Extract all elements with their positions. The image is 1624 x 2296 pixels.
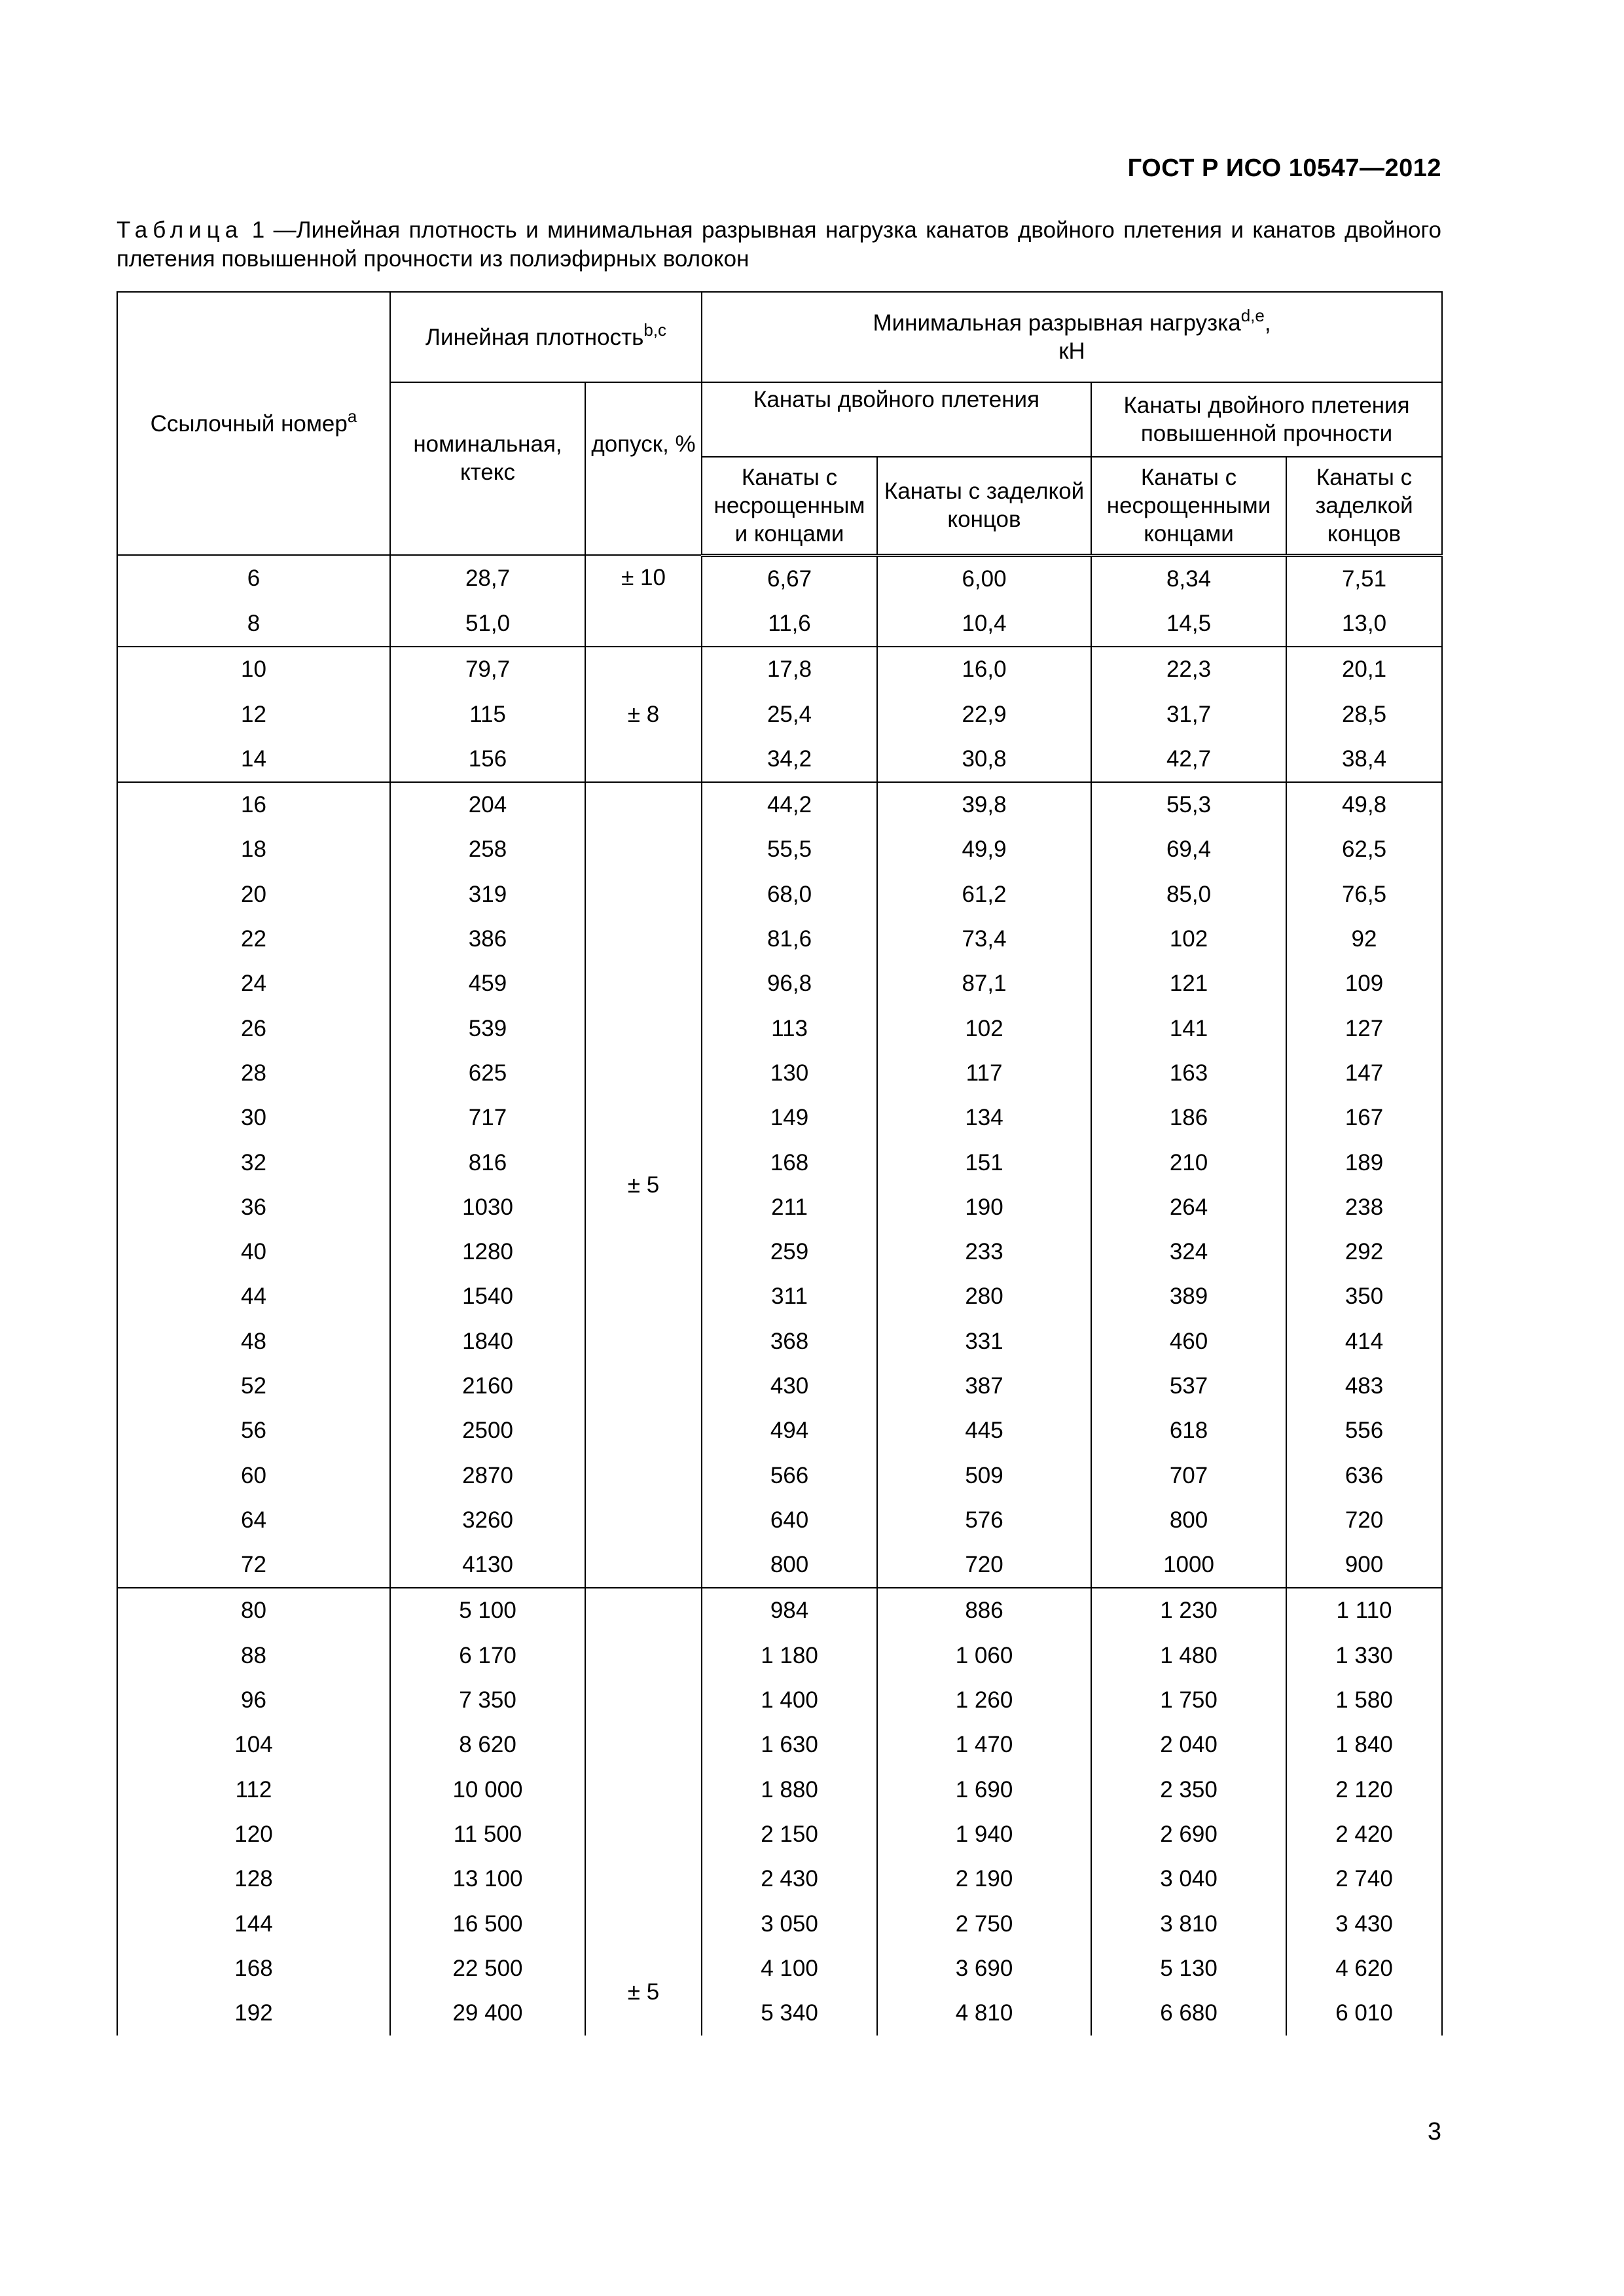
unspliced-load-cell: 259 bbox=[702, 1230, 877, 1274]
nominal-density-cell: 29 400 bbox=[390, 1991, 585, 2036]
unspliced-load-cell: 44,2 bbox=[702, 782, 877, 827]
unspliced-load-cell: 168 bbox=[702, 1140, 877, 1185]
hs-unspliced-load-cell: 537 bbox=[1091, 1364, 1286, 1408]
hs-spliced-load-cell: 2 740 bbox=[1286, 1857, 1442, 1901]
ref-number-cell: 192 bbox=[117, 1991, 390, 2036]
spliced-load-cell: 22,9 bbox=[877, 692, 1091, 736]
unspliced-load-cell: 1 400 bbox=[702, 1678, 877, 1723]
table-row bbox=[117, 872, 1442, 917]
nominal-density-cell: 319 bbox=[390, 872, 585, 917]
spliced-load-cell: 1 260 bbox=[877, 1678, 1091, 1723]
spliced-load-cell: 61,2 bbox=[877, 872, 1091, 917]
spliced-load-cell: 87,1 bbox=[877, 961, 1091, 1006]
spliced-load-cell: 49,9 bbox=[877, 827, 1091, 872]
unspliced-load-cell: 311 bbox=[702, 1274, 877, 1319]
nominal-density-cell: 28,7 bbox=[390, 555, 585, 601]
tolerance-cell: ± 8 bbox=[585, 647, 702, 782]
table-row bbox=[117, 1319, 1442, 1364]
hs-spliced-load-cell: 1 110 bbox=[1286, 1588, 1442, 1633]
unit-label: кН bbox=[1058, 338, 1085, 364]
hs-spliced-load-cell: 62,5 bbox=[1286, 827, 1442, 872]
hs-unspliced-load-cell: 210 bbox=[1091, 1140, 1286, 1185]
ref-number-cell: 120 bbox=[117, 1812, 390, 1857]
ref-number-cell: 80 bbox=[117, 1588, 390, 1633]
caption-dash: — bbox=[273, 217, 297, 243]
nominal-density-cell: 539 bbox=[390, 1006, 585, 1050]
hs-unspliced-load-cell: 85,0 bbox=[1091, 872, 1286, 917]
ref-number-cell: 44 bbox=[117, 1274, 390, 1319]
table-row bbox=[117, 555, 1442, 601]
hs-unspliced-load-cell: 2 040 bbox=[1091, 1723, 1286, 1767]
spliced-load-cell: 280 bbox=[877, 1274, 1091, 1319]
hs-unspliced-load-cell: 1000 bbox=[1091, 1543, 1286, 1588]
hs-spliced-load-cell: 109 bbox=[1286, 961, 1442, 1006]
hs-unspliced-load-cell: 1 750 bbox=[1091, 1678, 1286, 1723]
unspliced-load-cell: 113 bbox=[702, 1006, 877, 1050]
spliced-load-cell: 1 940 bbox=[877, 1812, 1091, 1857]
unspliced-load-cell: 6,67 bbox=[702, 555, 877, 601]
caption-text: Линейная плотность и минимальная разрывная нагрузка канатов двойного плетения и канатов двойного плетения повышенной прочности из полиэфирных волокон bbox=[117, 217, 1441, 272]
hs-unspliced-load-cell: 2 350 bbox=[1091, 1768, 1286, 1812]
hs-spliced-load-cell: 483 bbox=[1286, 1364, 1442, 1408]
unspliced-load-cell: 211 bbox=[702, 1185, 877, 1230]
ref-number-cell: 24 bbox=[117, 961, 390, 1006]
ref-number-cell: 60 bbox=[117, 1453, 390, 1498]
ref-number-cell: 32 bbox=[117, 1140, 390, 1185]
unspliced-load-cell: 984 bbox=[702, 1588, 877, 1633]
nominal-density-cell: 16 500 bbox=[390, 1901, 585, 1946]
header-min-breaking-load: Минимальная разрывная нагрузка$^{d,e}$, кН bbox=[702, 292, 1442, 382]
hs-spliced-load-cell: 414 bbox=[1286, 1319, 1442, 1364]
header-nominal: номинальная, ктекс bbox=[390, 382, 585, 555]
table-row bbox=[117, 1408, 1442, 1453]
nominal-density-cell: 11 500 bbox=[390, 1812, 585, 1857]
nominal-density-cell: 717 bbox=[390, 1096, 585, 1140]
spliced-load-cell: 190 bbox=[877, 1185, 1091, 1230]
hs-spliced-load-cell: 38,4 bbox=[1286, 737, 1442, 782]
table-row bbox=[117, 1051, 1442, 1096]
header-unspliced-1: Канаты с несрощенным и концами bbox=[702, 457, 877, 555]
table-row bbox=[117, 1543, 1442, 1588]
hs-unspliced-load-cell: 1 230 bbox=[1091, 1588, 1286, 1633]
table-row bbox=[117, 1991, 1442, 2036]
hs-spliced-load-cell: 92 bbox=[1286, 917, 1442, 961]
tolerance-cell: ± 10 bbox=[585, 555, 702, 647]
hs-unspliced-load-cell: 102 bbox=[1091, 917, 1286, 961]
footnote-marker: d,e bbox=[1240, 306, 1265, 325]
unspliced-load-cell: 494 bbox=[702, 1408, 877, 1453]
hs-unspliced-load-cell: 3 810 bbox=[1091, 1901, 1286, 1946]
hs-unspliced-load-cell: 55,3 bbox=[1091, 782, 1286, 827]
unspliced-load-cell: 4 100 bbox=[702, 1946, 877, 1991]
hs-unspliced-load-cell: 460 bbox=[1091, 1319, 1286, 1364]
table-header bbox=[117, 292, 1442, 555]
ref-number-cell: 12 bbox=[117, 692, 390, 736]
unspliced-load-cell: 566 bbox=[702, 1453, 877, 1498]
nominal-density-cell: 1280 bbox=[390, 1230, 585, 1274]
nominal-density-cell: 6 170 bbox=[390, 1634, 585, 1678]
unspliced-load-cell: 55,5 bbox=[702, 827, 877, 872]
ref-number-cell: 28 bbox=[117, 1051, 390, 1096]
spliced-load-cell: 2 190 bbox=[877, 1857, 1091, 1901]
hs-spliced-load-cell: 292 bbox=[1286, 1230, 1442, 1274]
table-row bbox=[117, 1634, 1442, 1678]
unspliced-load-cell: 368 bbox=[702, 1319, 877, 1364]
table-row bbox=[117, 1901, 1442, 1946]
ref-number-cell: 14 bbox=[117, 737, 390, 782]
nominal-density-cell: 2500 bbox=[390, 1408, 585, 1453]
spliced-load-cell: 4 810 bbox=[877, 1991, 1091, 2036]
hs-spliced-load-cell: 49,8 bbox=[1286, 782, 1442, 827]
hs-unspliced-load-cell: 389 bbox=[1091, 1274, 1286, 1319]
ref-number-cell: 10 bbox=[117, 647, 390, 692]
table-row bbox=[117, 1723, 1442, 1767]
table-row bbox=[117, 961, 1442, 1006]
nominal-density-cell: 8 620 bbox=[390, 1723, 585, 1767]
nominal-density-cell: 459 bbox=[390, 961, 585, 1006]
ref-number-cell: 48 bbox=[117, 1319, 390, 1364]
unspliced-load-cell: 800 bbox=[702, 1543, 877, 1588]
hs-spliced-load-cell: 636 bbox=[1286, 1453, 1442, 1498]
hs-spliced-load-cell: 147 bbox=[1286, 1051, 1442, 1096]
ref-number-cell: 104 bbox=[117, 1723, 390, 1767]
spliced-load-cell: 1 470 bbox=[877, 1723, 1091, 1767]
nominal-density-cell: 386 bbox=[390, 917, 585, 961]
spliced-load-cell: 73,4 bbox=[877, 917, 1091, 961]
hs-spliced-load-cell: 350 bbox=[1286, 1274, 1442, 1319]
spliced-load-cell: 10,4 bbox=[877, 601, 1091, 647]
hs-unspliced-load-cell: 5 130 bbox=[1091, 1946, 1286, 1991]
spliced-load-cell: 331 bbox=[877, 1319, 1091, 1364]
spliced-load-cell: 387 bbox=[877, 1364, 1091, 1408]
nominal-density-cell: 1540 bbox=[390, 1274, 585, 1319]
caption-label: Таблица bbox=[117, 217, 244, 243]
ref-number-cell: 6 bbox=[117, 555, 390, 601]
hs-spliced-load-cell: 238 bbox=[1286, 1185, 1442, 1230]
hs-unspliced-load-cell: 141 bbox=[1091, 1006, 1286, 1050]
hs-unspliced-load-cell: 707 bbox=[1091, 1453, 1286, 1498]
table-row bbox=[117, 782, 1442, 827]
ref-number-cell: 112 bbox=[117, 1768, 390, 1812]
hs-spliced-load-cell: 1 330 bbox=[1286, 1634, 1442, 1678]
header-unspliced-2: Канаты с несрощенными концами bbox=[1091, 457, 1286, 555]
ref-number-cell: 64 bbox=[117, 1498, 390, 1543]
unspliced-load-cell: 2 430 bbox=[702, 1857, 877, 1901]
nominal-density-cell: 204 bbox=[390, 782, 585, 827]
hs-spliced-load-cell: 2 420 bbox=[1286, 1812, 1442, 1857]
spliced-load-cell: 576 bbox=[877, 1498, 1091, 1543]
hs-spliced-load-cell: 127 bbox=[1286, 1006, 1442, 1050]
unspliced-load-cell: 1 880 bbox=[702, 1768, 877, 1812]
hs-unspliced-load-cell: 22,3 bbox=[1091, 647, 1286, 692]
hs-unspliced-load-cell: 186 bbox=[1091, 1096, 1286, 1140]
unspliced-load-cell: 149 bbox=[702, 1096, 877, 1140]
unspliced-load-cell: 96,8 bbox=[702, 961, 877, 1006]
table-caption bbox=[117, 216, 1441, 274]
nominal-density-cell: 10 000 bbox=[390, 1768, 585, 1812]
table-row bbox=[117, 1588, 1442, 1633]
unspliced-load-cell: 25,4 bbox=[702, 692, 877, 736]
unspliced-load-cell: 11,6 bbox=[702, 601, 877, 647]
hs-spliced-load-cell: 1 580 bbox=[1286, 1678, 1442, 1723]
hs-unspliced-load-cell: 3 040 bbox=[1091, 1857, 1286, 1901]
spliced-load-cell: 16,0 bbox=[877, 647, 1091, 692]
hs-spliced-load-cell: 1 840 bbox=[1286, 1723, 1442, 1767]
unspliced-load-cell: 430 bbox=[702, 1364, 877, 1408]
hs-spliced-load-cell: 900 bbox=[1286, 1543, 1442, 1588]
nominal-density-cell: 816 bbox=[390, 1140, 585, 1185]
spliced-load-cell: 233 bbox=[877, 1230, 1091, 1274]
table-row bbox=[117, 1812, 1442, 1857]
header-spliced-1: Канаты с заделкой концов bbox=[877, 457, 1091, 555]
ref-number-cell: 20 bbox=[117, 872, 390, 917]
table-row bbox=[117, 1768, 1442, 1812]
ref-number-cell: 40 bbox=[117, 1230, 390, 1274]
header-tolerance: допуск, % bbox=[585, 382, 702, 555]
hs-unspliced-load-cell: 14,5 bbox=[1091, 601, 1286, 647]
nominal-density-cell: 156 bbox=[390, 737, 585, 782]
caption-number: 1 bbox=[251, 217, 265, 243]
nominal-density-cell: 13 100 bbox=[390, 1857, 585, 1901]
unspliced-load-cell: 2 150 bbox=[702, 1812, 877, 1857]
header-double-braid-high-strength: Канаты двойного плетения повышенной прочности bbox=[1091, 382, 1442, 457]
hs-unspliced-load-cell: 2 690 bbox=[1091, 1812, 1286, 1857]
table-row bbox=[117, 601, 1442, 647]
nominal-density-cell: 51,0 bbox=[390, 601, 585, 647]
hs-spliced-load-cell: 13,0 bbox=[1286, 601, 1442, 647]
nominal-density-cell: 625 bbox=[390, 1051, 585, 1096]
spliced-load-cell: 3 690 bbox=[877, 1946, 1091, 1991]
nominal-density-cell: 3260 bbox=[390, 1498, 585, 1543]
ref-number-cell: 128 bbox=[117, 1857, 390, 1901]
ref-number-cell: 168 bbox=[117, 1946, 390, 1991]
nominal-density-cell: 1840 bbox=[390, 1319, 585, 1364]
hs-spliced-load-cell: 6 010 bbox=[1286, 1991, 1442, 2036]
ref-number-cell: 22 bbox=[117, 917, 390, 961]
ref-number-cell: 88 bbox=[117, 1634, 390, 1678]
hs-unspliced-load-cell: 1 480 bbox=[1091, 1634, 1286, 1678]
nominal-density-cell: 2870 bbox=[390, 1453, 585, 1498]
table-row bbox=[117, 1678, 1442, 1723]
table-row bbox=[117, 1096, 1442, 1140]
spliced-load-cell: 886 bbox=[877, 1588, 1091, 1633]
table-row bbox=[117, 1857, 1442, 1901]
header-linear-density: Линейная плотность$^{b,c}$ bbox=[390, 292, 702, 382]
hs-spliced-load-cell: 28,5 bbox=[1286, 692, 1442, 736]
hs-unspliced-load-cell: 163 bbox=[1091, 1051, 1286, 1096]
tolerance-cell: ± 5 bbox=[585, 1588, 702, 2036]
unspliced-load-cell: 81,6 bbox=[702, 917, 877, 961]
footnote-marker: a bbox=[347, 406, 357, 426]
hs-spliced-load-cell: 3 430 bbox=[1286, 1901, 1442, 1946]
hs-unspliced-load-cell: 800 bbox=[1091, 1498, 1286, 1543]
table-row bbox=[117, 827, 1442, 872]
spliced-load-cell: 2 750 bbox=[877, 1901, 1091, 1946]
hs-unspliced-load-cell: 69,4 bbox=[1091, 827, 1286, 872]
spliced-load-cell: 117 bbox=[877, 1051, 1091, 1096]
hs-spliced-load-cell: 2 120 bbox=[1286, 1768, 1442, 1812]
spliced-load-cell: 445 bbox=[877, 1408, 1091, 1453]
nominal-density-cell: 7 350 bbox=[390, 1678, 585, 1723]
spliced-load-cell: 102 bbox=[877, 1006, 1091, 1050]
ref-number-cell: 36 bbox=[117, 1185, 390, 1230]
hs-unspliced-load-cell: 31,7 bbox=[1091, 692, 1286, 736]
spliced-load-cell: 30,8 bbox=[877, 737, 1091, 782]
table-row bbox=[117, 737, 1442, 782]
table-row bbox=[117, 1006, 1442, 1050]
ref-number-cell: 144 bbox=[117, 1901, 390, 1946]
spliced-load-cell: 1 690 bbox=[877, 1768, 1091, 1812]
table-row bbox=[117, 1140, 1442, 1185]
hs-spliced-load-cell: 720 bbox=[1286, 1498, 1442, 1543]
ref-number-cell: 18 bbox=[117, 827, 390, 872]
spliced-load-cell: 509 bbox=[877, 1453, 1091, 1498]
ref-number-cell: 52 bbox=[117, 1364, 390, 1408]
unspliced-load-cell: 1 630 bbox=[702, 1723, 877, 1767]
spliced-load-cell: 1 060 bbox=[877, 1634, 1091, 1678]
nominal-density-cell: 258 bbox=[390, 827, 585, 872]
unspliced-load-cell: 17,8 bbox=[702, 647, 877, 692]
hs-unspliced-load-cell: 6 680 bbox=[1091, 1991, 1286, 2036]
spliced-load-cell: 151 bbox=[877, 1140, 1091, 1185]
hs-unspliced-load-cell: 264 bbox=[1091, 1185, 1286, 1230]
ref-number-cell: 8 bbox=[117, 601, 390, 647]
nominal-density-cell: 2160 bbox=[390, 1364, 585, 1408]
nominal-density-cell: 1030 bbox=[390, 1185, 585, 1230]
unspliced-load-cell: 640 bbox=[702, 1498, 877, 1543]
table-row bbox=[117, 692, 1442, 736]
unspliced-load-cell: 3 050 bbox=[702, 1901, 877, 1946]
hs-unspliced-load-cell: 121 bbox=[1091, 961, 1286, 1006]
document-code: ГОСТ Р ИСО 10547—2012 bbox=[1127, 154, 1441, 182]
hs-spliced-load-cell: 167 bbox=[1286, 1096, 1442, 1140]
hs-unspliced-load-cell: 324 bbox=[1091, 1230, 1286, 1274]
unspliced-load-cell: 5 340 bbox=[702, 1991, 877, 2036]
nominal-density-cell: 79,7 bbox=[390, 647, 585, 692]
ref-number-cell: 72 bbox=[117, 1543, 390, 1588]
hs-spliced-load-cell: 189 bbox=[1286, 1140, 1442, 1185]
header-ref-number: Ссылочный номер$^a$ bbox=[117, 292, 390, 555]
unspliced-load-cell: 1 180 bbox=[702, 1634, 877, 1678]
hs-spliced-load-cell: 556 bbox=[1286, 1408, 1442, 1453]
hs-spliced-load-cell: 76,5 bbox=[1286, 872, 1442, 917]
header-double-braid: Канаты двойного плетения bbox=[702, 382, 1091, 457]
tolerance-cell: ± 5 bbox=[585, 782, 702, 1588]
unspliced-load-cell: 130 bbox=[702, 1051, 877, 1096]
footnote-marker: b,c bbox=[643, 319, 667, 340]
unspliced-load-cell: 34,2 bbox=[702, 737, 877, 782]
table-row bbox=[117, 1185, 1442, 1230]
table-row bbox=[117, 647, 1442, 692]
hs-spliced-load-cell: 4 620 bbox=[1286, 1946, 1442, 1991]
spliced-load-cell: 39,8 bbox=[877, 782, 1091, 827]
table-row bbox=[117, 1274, 1442, 1319]
hs-unspliced-load-cell: 42,7 bbox=[1091, 737, 1286, 782]
ref-number-cell: 56 bbox=[117, 1408, 390, 1453]
page-number: 3 bbox=[1427, 2118, 1441, 2145]
table-row bbox=[117, 917, 1442, 961]
nominal-density-cell: 4130 bbox=[390, 1543, 585, 1588]
ref-number-cell: 26 bbox=[117, 1006, 390, 1050]
table-row bbox=[117, 1453, 1442, 1498]
nominal-density-cell: 22 500 bbox=[390, 1946, 585, 1991]
hs-spliced-load-cell: 20,1 bbox=[1286, 647, 1442, 692]
table-row bbox=[117, 1230, 1442, 1274]
nominal-density-cell: 115 bbox=[390, 692, 585, 736]
table-row bbox=[117, 1946, 1442, 1991]
spliced-load-cell: 134 bbox=[877, 1096, 1091, 1140]
spliced-load-cell: 720 bbox=[877, 1543, 1091, 1588]
table-row bbox=[117, 1364, 1442, 1408]
table-row bbox=[117, 1498, 1442, 1543]
hs-spliced-load-cell: 7,51 bbox=[1286, 555, 1442, 601]
table-body bbox=[117, 555, 1442, 2036]
unspliced-load-cell: 68,0 bbox=[702, 872, 877, 917]
ref-number-cell: 96 bbox=[117, 1678, 390, 1723]
ref-number-cell: 16 bbox=[117, 782, 390, 827]
nominal-density-cell: 5 100 bbox=[390, 1588, 585, 1633]
header-spliced-2: Канаты с заделкой концов bbox=[1286, 457, 1442, 555]
hs-unspliced-load-cell: 618 bbox=[1091, 1408, 1286, 1453]
ref-number-cell: 30 bbox=[117, 1096, 390, 1140]
hs-unspliced-load-cell: 8,34 bbox=[1091, 555, 1286, 601]
data-table bbox=[117, 291, 1443, 2036]
spliced-load-cell: 6,00 bbox=[877, 555, 1091, 601]
